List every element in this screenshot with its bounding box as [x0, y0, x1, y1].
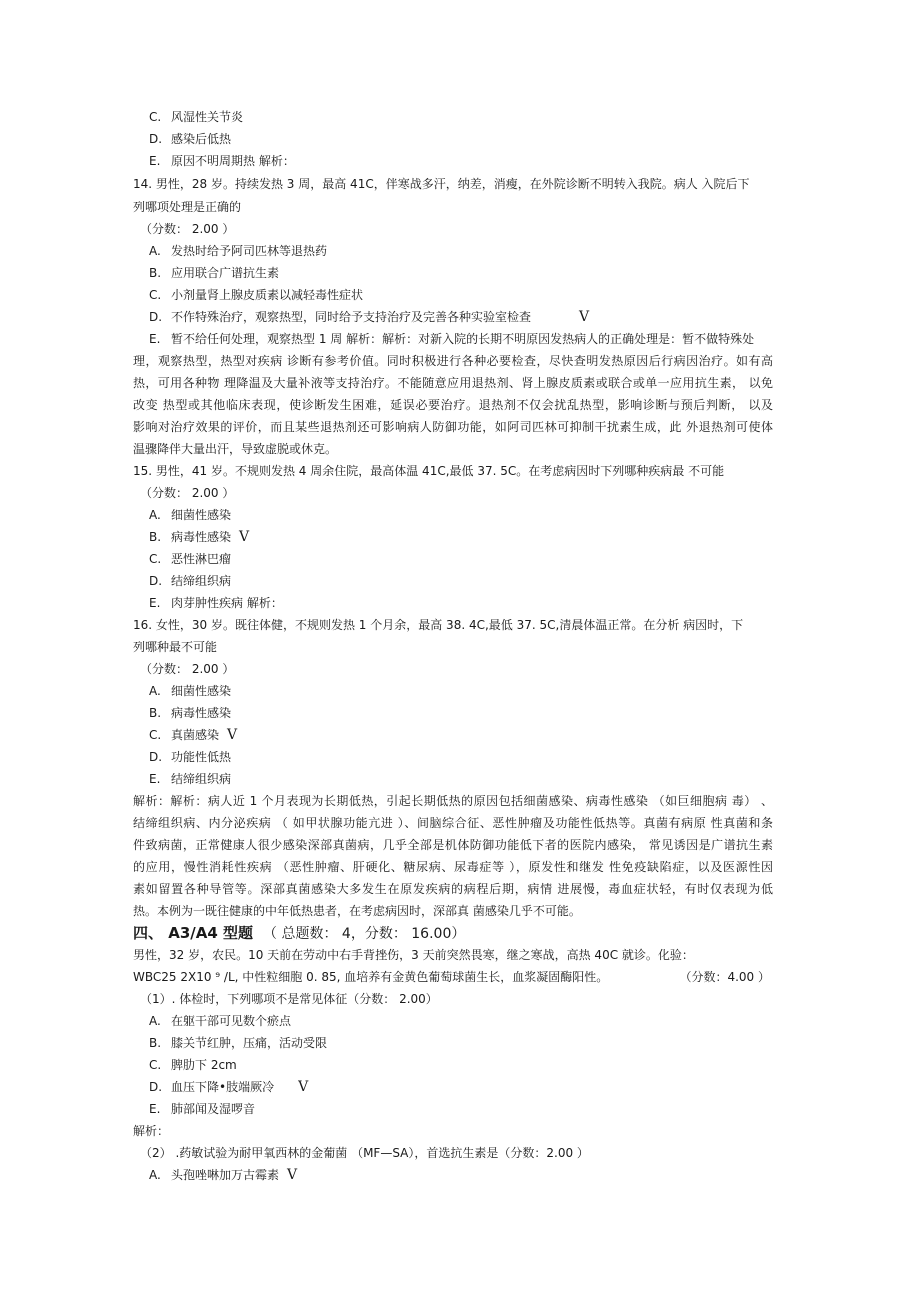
q16-score: （分数： 2.00 ） — [140, 662, 235, 676]
q14-stem-line2: 列哪项处理是正确的 — [133, 200, 242, 214]
sub1-option-e: E. 肺部闻及湿啰音 — [149, 1102, 256, 1116]
q16-option-d: D. 功能性低热 — [149, 750, 232, 764]
q16-option-b: B. 病毒性感染 — [149, 706, 232, 720]
q15-option-b: B. 病毒性感染 V — [149, 529, 250, 545]
sub1-stem: （1）. 体检时，下列哪项不是常见体征（分数： 2.00） — [140, 992, 438, 1006]
q13-option-d: D. 感染后低热 — [149, 132, 232, 146]
section-heading: 四、 A3/A4 型题 （ 总题数： 4，分数： 16.00） — [133, 924, 466, 942]
case-line1: 男性，32 岁，农民。10 天前在劳动中右手背挫伤，3 天前突然畏寒，继之寒战，高热 40C 就诊。化验： — [133, 948, 694, 962]
q14-option-e: E. 暂不给任何处理，观察热型 1 周 解析：解析：对新入院的长期不明原因发热病人的正确处理是：暂不做特殊处 — [149, 332, 755, 346]
q16-stem-line1: 16. 女性，30 岁。既往体健，不规则发热 1 个月余，最高 38. 4C,最低 37. 5C,清晨体温正常。在分析 病因时，下 — [133, 618, 744, 632]
q16-stem-line2: 列哪种最不可能 — [133, 640, 218, 654]
correct-check-icon: V — [287, 1167, 298, 1183]
q16-option-e: E. 结缔组织病 — [149, 772, 232, 786]
correct-check-icon: V — [579, 309, 590, 325]
q14-analysis-line: 改变 热型或其他临床表现，使诊断发生困难，延误必要治疗。退热剂不仅会扰乱热型，影响诊断与预后判断， 以及 — [133, 398, 773, 412]
q14-option-b: B. 应用联合广谱抗生素 — [149, 266, 280, 280]
case-line2: WBC25 2X10 ⁹ /L, 中性粒细胞 0. 85, 血培养有金黄色葡萄球菌生长，血浆凝固酶阳性。 （分数：4.00 ） — [0, 966, 920, 988]
q16-analysis-line: 素如留置各种导管等。深部真菌感染大多发生在原发疾病的病程后期，病情 进展慢，毒血症状轻，有时仅表现为低 — [133, 882, 773, 896]
sub1-analysis-label: 解析： — [133, 1124, 170, 1138]
q14-analysis-line: 温骤降伴大量出汗，导致虚脱或休克。 — [133, 442, 338, 456]
q15-option-d: D. 结缔组织病 — [149, 574, 232, 588]
q16-option-a: A. 细菌性感染 — [149, 684, 232, 698]
sub1-option-b: B. 膝关节红肿，压痛，活动受限 — [149, 1036, 328, 1050]
q14-score: （分数： 2.00 ） — [140, 222, 235, 236]
q16-analysis-line: 的应用，慢性消耗性疾病 （恶性肿瘤、肝硬化、糖尿病、尿毒症等 ），原发性和继发 性免疫缺陷症，以及医源性因 — [133, 860, 773, 874]
q15-option-a: A. 细菌性感染 — [149, 508, 232, 522]
q15-score: （分数： 2.00 ） — [140, 486, 235, 500]
q15-option-e: E. 肉芽肿性疾病 解析： — [149, 596, 283, 610]
correct-check-icon: V — [298, 1079, 309, 1095]
q14-option-a: A. 发热时给予阿司匹林等退热药 — [149, 244, 328, 258]
case-score: （分数：4.00 ） — [679, 970, 770, 984]
sub2-option-a: A. 头孢唑啉加万古霉素 V — [149, 1167, 298, 1183]
q14-option-c: C. 小剂量肾上腺皮质素以减轻毒性症状 — [149, 288, 364, 302]
sub1-option-c: C. 脾肋下 2cm — [149, 1058, 237, 1072]
sub1-option-a: A. 在躯干部可见数个瘀点 — [149, 1014, 292, 1028]
q14-analysis-line: 理，观察热型，热型对疾病 诊断有参考价值。同时积极进行各种必要检查，尽快查明发热原因后行病因治疗。如有高 — [133, 354, 773, 368]
q16-analysis-line: 热。本例为一既往健康的中年低热患者，在考虑病因时，深部真 菌感染几乎不可能。 — [133, 904, 581, 918]
q16-analysis-line: 解析：解析：病人近 1 个月表现为长期低热，引起长期低热的原因包括细菌感染、病毒性感染 （如巨细胞病 毒） 、 — [133, 794, 773, 808]
correct-check-icon: V — [227, 727, 238, 743]
q16-analysis-line: 件致病菌，正常健康人很少感染深部真菌病，几乎全部是机体防御功能低下者的医院内感染， 常见诱因是广谱抗生素 — [133, 838, 773, 852]
correct-check-icon: V — [239, 529, 250, 545]
sub2-stem: （2） .药敏试验为耐甲氧西林的金葡菌 （MF—SA），首选抗生素是（分数：2.00 ） — [140, 1146, 589, 1160]
q15-stem: 15. 男性，41 岁。不规则发热 4 周余住院，最高体温 41C,最低 37. 5C。在考虑病因时下列哪种疾病最 不可能 — [133, 464, 725, 478]
q14-analysis-line: 影响对治疗效果的评价，而且某些退热剂还可影响病人防御功能，如阿司匹林可抑制干扰素生成，此 外退热剂可使体 — [133, 420, 773, 434]
q16-option-c: C. 真菌感染 V — [149, 727, 238, 743]
q16-analysis-line: 结缔组织病、内分泌疾病 （ 如甲状腺功能亢进 ）、间脑综合征、恶性肿瘤及功能性低热等。真菌有病原 性真菌和条 — [133, 816, 773, 830]
q14-analysis-line: 热，可用各种物 理降温及大量补液等支持治疗。不能随意应用退热剂、肾上腺皮质素或联合或单一应用抗生素， 以免 — [133, 376, 773, 390]
q13-option-c: C. 风湿性关节炎 — [149, 110, 244, 124]
q14-option-d: D. 不作特殊治疗，观察热型，同时给予支持治疗及完善各种实验室检查 V — [149, 309, 590, 325]
q14-stem-line1: 14. 男性，28 岁。持续发热 3 周，最高 41C，伴寒战多汗，纳差，消瘦，在外院诊断不明转入我院。病人 入院后下 — [133, 177, 750, 191]
sub1-option-d: D. 血压下降•肢端厥冷 V — [149, 1079, 309, 1095]
q15-option-c: C. 恶性淋巴瘤 — [149, 552, 232, 566]
q13-option-e: E. 原因不明周期热 解析： — [149, 154, 295, 168]
